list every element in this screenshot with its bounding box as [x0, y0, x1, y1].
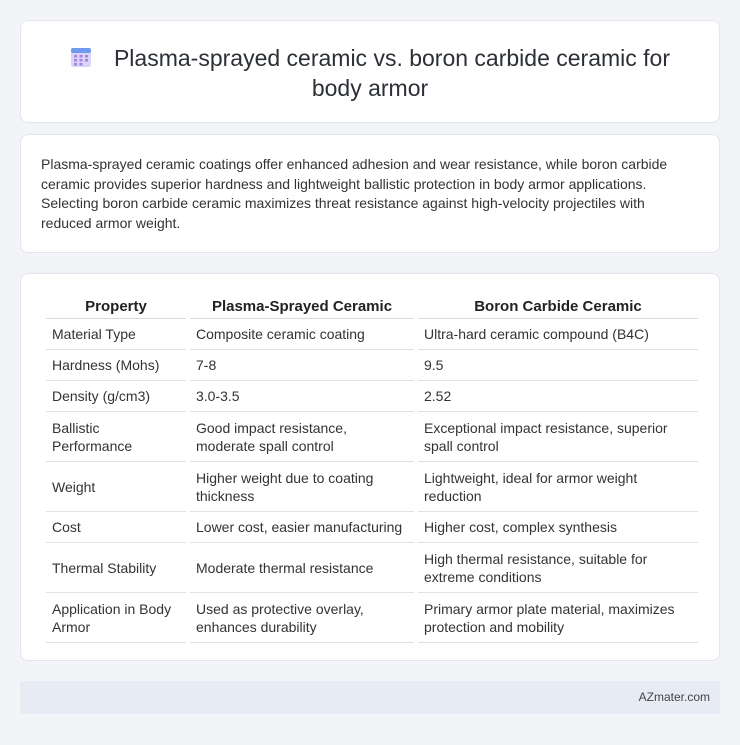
table-header-row: [46, 296, 698, 319]
table-cell: Primary armor plate material, maximizes protection and mobility: [418, 593, 698, 643]
table-cell: Lightweight, ideal for armor weight reduction: [418, 462, 698, 512]
table-cell: 9.5: [418, 350, 698, 381]
header-boron-carbide: Boron Carbide Ceramic: [418, 296, 698, 319]
table-cell: Density (g/cm3): [46, 381, 186, 412]
table-row: [46, 381, 698, 412]
summary-text: Plasma-sprayed ceramic coatings offer enhanced adhesion and wear resistance, while boron carbide ceramic provides superior hardness and lightweight ballistic protection in body armor applications. Selecting boron carbide ceramic maximizes threat resistance against high-velocity projectiles with reduced armor weight.: [41, 156, 668, 231]
comparison-table-card: [20, 273, 720, 661]
table-row: [46, 543, 698, 593]
table-cell: Hardness (Mohs): [46, 350, 186, 381]
table-row: [46, 593, 698, 643]
table-row: [46, 462, 698, 512]
table-cell: Exceptional impact resistance, superior spall control: [418, 412, 698, 462]
footer-bar: [20, 681, 720, 714]
table-row: [46, 350, 698, 381]
header-plasma-sprayed: Plasma-Sprayed Ceramic: [190, 296, 414, 319]
comparison-table: [42, 296, 702, 643]
table-cell: 3.0-3.5: [190, 381, 414, 412]
table-row: [46, 319, 698, 350]
table-cell: Cost: [46, 512, 186, 543]
table-cell: Higher cost, complex synthesis: [418, 512, 698, 543]
title-text: Plasma-sprayed ceramic vs. boron carbide ceramic for body armor: [113, 45, 671, 101]
table-cell: Ultra-hard ceramic compound (B4C): [418, 319, 698, 350]
title-card: [20, 20, 720, 123]
page-title: [21, 43, 719, 103]
table-cell: Material Type: [46, 319, 186, 350]
summary-card: [20, 134, 720, 253]
table-cell: 7-8: [190, 350, 414, 381]
calendar-grid-icon: [70, 46, 92, 68]
table-cell: 2.52: [418, 381, 698, 412]
table-cell: Weight: [46, 462, 186, 512]
table-row: [46, 512, 698, 543]
table-cell: High thermal resistance, suitable for extreme conditions: [418, 543, 698, 593]
table-row: [46, 412, 698, 462]
table-cell: Thermal Stability: [46, 543, 186, 593]
table-cell: Lower cost, easier manufacturing: [190, 512, 414, 543]
table-cell: Application in Body Armor: [46, 593, 186, 643]
table-cell: Ballistic Performance: [46, 412, 186, 462]
table-cell: Higher weight due to coating thickness: [190, 462, 414, 512]
header-property: Property: [46, 296, 186, 319]
table-cell: Composite ceramic coating: [190, 319, 414, 350]
table-cell: Moderate thermal resistance: [190, 543, 414, 593]
table-cell: Good impact resistance, moderate spall control: [190, 412, 414, 462]
table-cell: Used as protective overlay, enhances durability: [190, 593, 414, 643]
footer-brand-link[interactable]: AZmater.com: [638, 690, 710, 704]
